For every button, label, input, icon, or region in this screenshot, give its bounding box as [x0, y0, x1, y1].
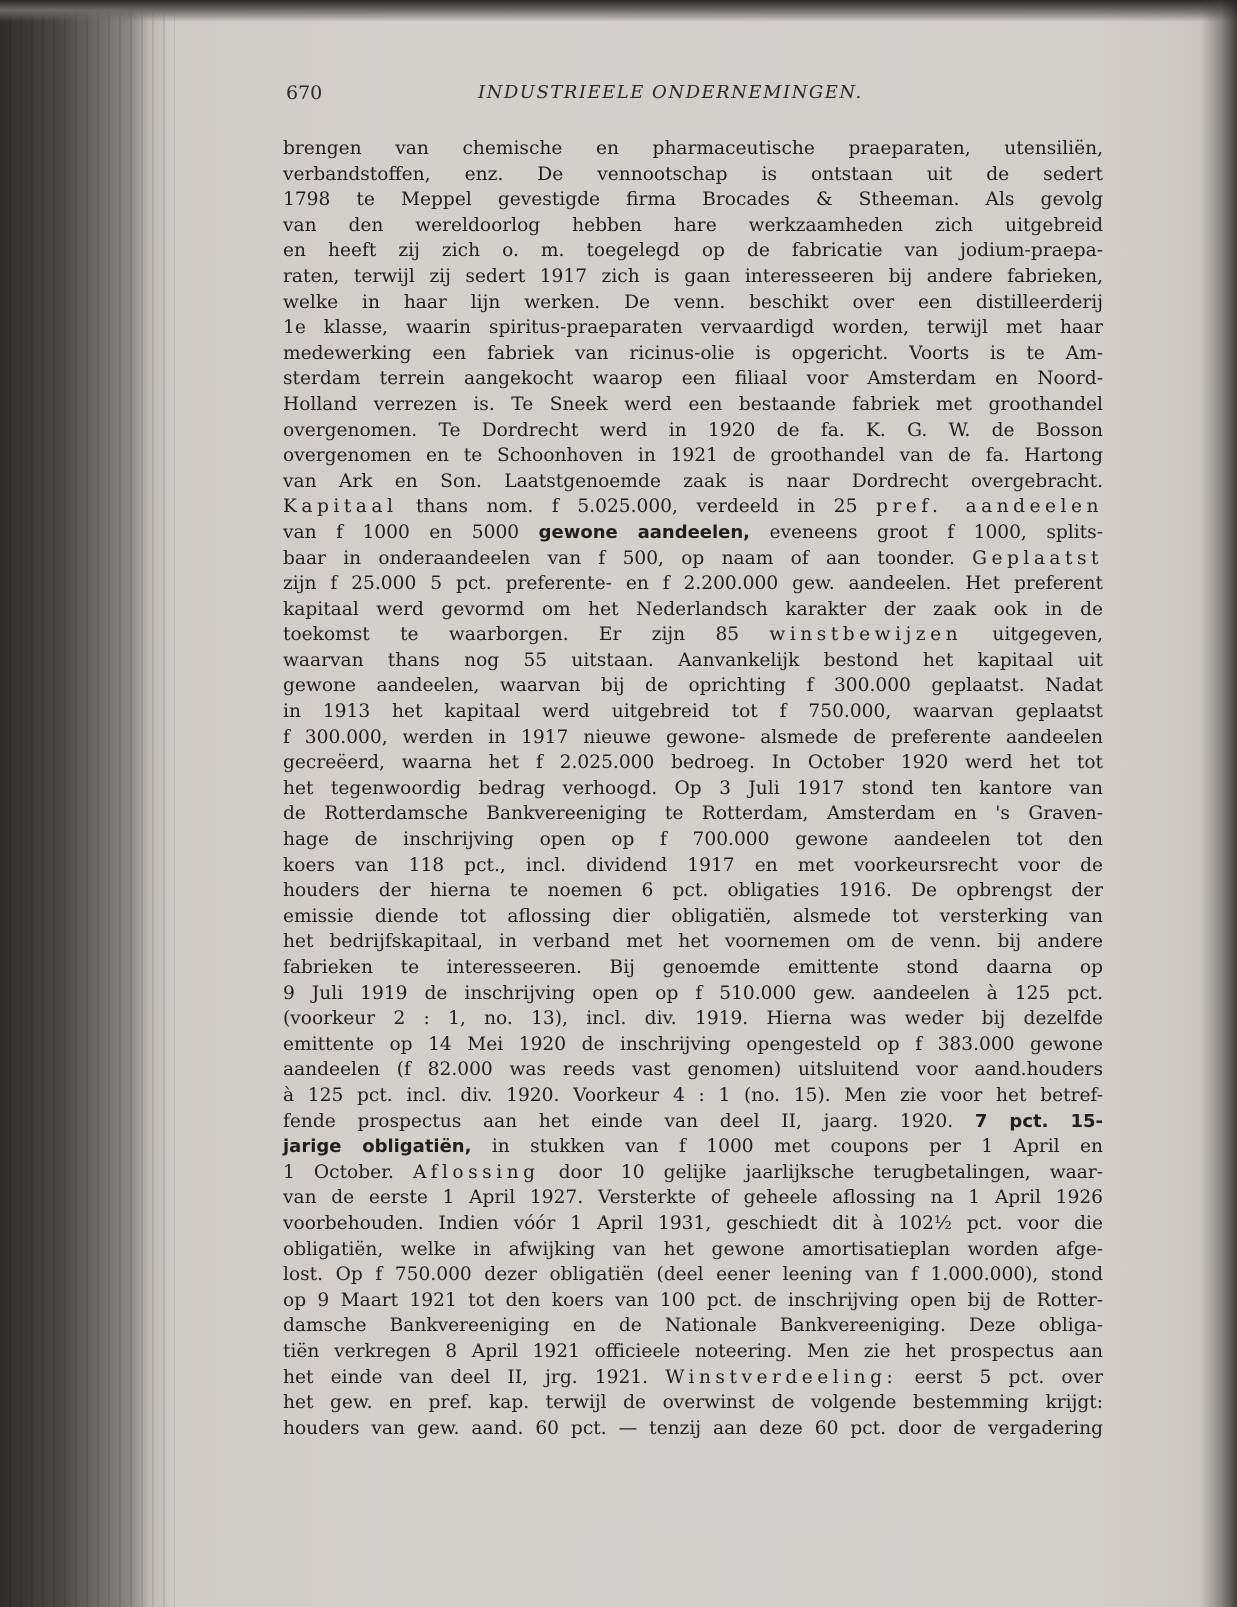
text-line — [283, 392, 1103, 418]
body-text — [283, 136, 1103, 1441]
spaced-emphasis-text: Aflossing — [412, 1161, 540, 1183]
line-text: het gew. en pref. kap. terwijl de overwinst de volgende bestemming krijgt: — [283, 1392, 1103, 1414]
text-line — [283, 213, 1103, 239]
line-text: zijn f 25.000 5 pct. preferente- en f 2.200.000 gew. aandeelen. Het preferent — [283, 573, 1103, 595]
running-head — [282, 80, 942, 110]
line-text: baar in onderaandeelen van f 500, op naam of aan toonder. — [283, 547, 973, 569]
line-text: het tegenwoordig bedrag verhoogd. Op 3 Juli 1917 stond ten kantore van — [283, 777, 1103, 799]
text-line — [283, 1185, 1103, 1211]
text-line — [283, 1134, 1103, 1160]
spaced-emphasis-text: Winstverdeeling: — [665, 1366, 898, 1388]
line-text: uitgegeven, — [962, 624, 1103, 646]
line-text: houders van gew. aand. 60 pct. — tenzij aan deze 60 pct. door de vergadering — [283, 1417, 1103, 1439]
stacked-page-edges — [0, 0, 175, 1607]
line-text: en heeft zij zich o. m. toegelegd op de fabricatie van jodium-praepa- — [283, 240, 1103, 262]
text-line — [283, 1313, 1103, 1339]
line-text: toekomst te waarborgen. Er zijn 85 — [283, 624, 770, 646]
text-line — [283, 366, 1103, 392]
line-text: fende prospectus aan het einde van deel II, jaarg. 1920. — [283, 1110, 975, 1132]
line-text: brengen van chemische en pharmaceutische praeparaten, utensiliën, — [283, 138, 1103, 159]
text-line — [283, 238, 1103, 264]
line-text: verbandstoffen, enz. De vennootschap is ontstaan uit de sedert — [283, 163, 1103, 185]
text-line — [283, 622, 1103, 648]
line-text: 1e klasse, waarin spiritus-praeparaten vervaardigd worden, terwijl met haar — [283, 317, 1103, 339]
line-text: fabrieken te interesseeren. Bij genoemde emittente stond daarna op — [283, 957, 1103, 978]
line-text: de Rotterdamsche Bankvereeniging te Rotterdam, Amsterdam en 's Graven- — [283, 803, 1103, 825]
line-text: gecreëerd, waarna het f 2.025.000 bedroeg. In October 1920 werd het tot — [283, 752, 1103, 774]
line-text: het einde van deel II, jrg. 1921. — [283, 1366, 666, 1388]
line-text: tiën verkregen 8 April 1921 officieele noteering. Men zie het prospectus aan — [283, 1340, 1103, 1362]
text-line — [283, 571, 1103, 597]
line-text: à 125 pct. incl. div. 1920. Voorkeur 4 : 1 (no. 15). Men zie voor het betref- — [283, 1084, 1103, 1106]
text-line — [283, 750, 1103, 776]
line-text: gewone aandeelen, waarvan bij de oprichting f 300.000 geplaatst. Nadat — [283, 675, 1103, 697]
text-line — [283, 341, 1103, 367]
line-text: het bedrijfskapitaal, in verband met het voornemen om de venn. bij andere — [283, 931, 1103, 953]
text-line — [283, 520, 1103, 546]
line-text: van Ark en Son. Laatstgenoemde zaak is naar Dordrecht overgebracht. — [283, 470, 1103, 492]
text-line — [283, 827, 1103, 853]
line-text: obligatiën, welke in afwijking van het gewone amortisatieplan worden afge- — [283, 1238, 1103, 1260]
text-line — [283, 1288, 1103, 1314]
text-line — [283, 955, 1103, 981]
text-line — [283, 1211, 1103, 1237]
line-text: raten, terwijl zij sedert 1917 zich is gaan interesseeren bij andere fabrieken, — [283, 265, 1103, 287]
text-line — [283, 1032, 1103, 1058]
text-line — [283, 1416, 1103, 1442]
bold-heading-text: gewone aandeelen, — [538, 521, 751, 543]
bold-heading-text: 7 pct. 15- — [974, 1110, 1103, 1132]
line-text: van de eerste 1 April 1927. Versterkte of geheele aflossing na 1 April 1926 — [283, 1187, 1103, 1209]
line-text: eveneens groot f 1000, splits- — [750, 521, 1103, 543]
text-line — [283, 162, 1103, 188]
line-text: koers van 118 pct., incl. dividend 1917 en met voorkeursrecht voor de — [283, 854, 1103, 876]
text-line — [283, 699, 1103, 725]
running-head-title: INDUSTRIEELE ONDERNEMINGEN. — [478, 82, 863, 103]
line-text: op 9 Maart 1921 tot den koers van 100 pct. de inschrijving open bij de Rotter- — [283, 1289, 1103, 1311]
line-text: van f 1000 en 5000 — [283, 521, 539, 543]
line-text: Holland verrezen is. Te Sneek werd een bestaande fabriek met groothandel — [283, 393, 1103, 415]
line-text: overgenomen en te Schoonhoven in 1921 de groothandel van de fa. Hartong — [283, 445, 1103, 467]
right-edge-shadow — [1201, 0, 1237, 1607]
line-text: kapitaal werd gevormd om het Nederlandsch karakter der zaak ook in de — [283, 598, 1103, 620]
line-text: sterdam terrein aangekocht waarop een filiaal voor Amsterdam en Noord- — [283, 368, 1103, 390]
line-text: in 1913 het kapitaal werd uitgebreid tot f 750.000, waarvan geplaatst — [283, 701, 1103, 723]
text-line — [283, 1109, 1103, 1135]
text-line — [283, 725, 1103, 751]
text-line — [283, 1262, 1103, 1288]
text-line — [283, 546, 1103, 572]
line-text: door 10 gelijke jaarlijksche terugbetalingen, waar- — [539, 1161, 1103, 1183]
line-text: 1798 te Meppel gevestigde firma Brocades & Stheeman. Als gevolg — [283, 189, 1103, 211]
text-line — [283, 187, 1103, 213]
line-text: emissie diende tot aflossing dier obligatiën, alsmede tot versterking van — [283, 905, 1103, 927]
text-line — [283, 801, 1103, 827]
line-text: hage de inschrijving open op f 700.000 gewone aandeelen tot den — [283, 829, 1103, 851]
line-text: emittente op 14 Mei 1920 de inschrijving opengesteld op f 383.000 gewone — [283, 1033, 1103, 1055]
text-line — [283, 1057, 1103, 1083]
line-text: waarvan thans nog 55 uitstaan. Aanvankelijk bestond het kapitaal uit — [283, 649, 1103, 671]
line-text: thans nom. f 5.025.000, verdeeld in 25 — [397, 496, 876, 518]
text-line — [283, 776, 1103, 802]
line-text: lost. Op f 750.000 dezer obligatiën (deel eener leening van f 1.000.000), stond — [283, 1264, 1103, 1286]
line-text: medewerking een fabriek van ricinus-olie is opgericht. Voorts is te Am- — [283, 342, 1103, 364]
text-line — [283, 1006, 1103, 1032]
text-line — [283, 597, 1103, 623]
text-line — [283, 469, 1103, 495]
text-line — [283, 136, 1103, 162]
text-line — [283, 494, 1103, 520]
text-line — [283, 264, 1103, 290]
line-text: in stukken van f 1000 met coupons per 1 April en — [471, 1136, 1103, 1158]
text-line — [283, 418, 1103, 444]
bold-heading-text: jarige obligatiën, — [283, 1136, 472, 1158]
text-line — [283, 904, 1103, 930]
text-line — [283, 1083, 1103, 1109]
text-line — [283, 315, 1103, 341]
text-line — [283, 1390, 1103, 1416]
line-text: (voorkeur 2 : 1, no. 13), incl. div. 1919. Hierna was weder bij dezelfde — [283, 1008, 1103, 1030]
spaced-emphasis-text: winstbewijzen — [769, 624, 963, 646]
text-line — [283, 929, 1103, 955]
line-text: damsche Bankvereeniging en de Nationale Bankvereeniging. Deze obliga- — [283, 1315, 1103, 1337]
line-text: houders der hierna te noemen 6 pct. obligaties 1916. De opbrengst der — [283, 880, 1103, 902]
text-line — [283, 1365, 1103, 1391]
text-line — [283, 290, 1103, 316]
text-line — [283, 1237, 1103, 1263]
text-line — [283, 981, 1103, 1007]
line-text: aandeelen (f 82.000 was reeds vast genomen) uitsluitend voor aand.houders — [283, 1059, 1103, 1081]
spaced-emphasis-text: Geplaatst — [972, 547, 1103, 569]
line-text: van den wereldoorlog hebben hare werkzaamheden zich uitgebreid — [283, 214, 1103, 236]
text-line — [283, 878, 1103, 904]
text-line — [283, 443, 1103, 469]
text-line — [283, 648, 1103, 674]
page-number: 670 — [286, 82, 323, 104]
top-edge-shadow — [0, 0, 1237, 22]
line-text: f 300.000, werden in 1917 nieuwe gewone- alsmede de preferente aandeelen — [283, 726, 1103, 748]
spaced-emphasis-text: pref. aandeelen — [876, 496, 1103, 518]
text-line — [283, 1160, 1103, 1186]
text-line — [283, 1339, 1103, 1365]
line-text: 9 Juli 1919 de inschrijving open op f 510.000 gew. aandeelen à 125 pct. — [283, 982, 1103, 1004]
text-line — [283, 853, 1103, 879]
line-text: 1 October. — [283, 1161, 413, 1183]
line-text: eerst 5 pct. over — [897, 1366, 1104, 1388]
line-text: welke in haar lijn werken. De venn. beschikt over een distilleerderij — [283, 291, 1103, 313]
line-text: overgenomen. Te Dordrecht werd in 1920 de fa. K. G. W. de Bosson — [283, 419, 1103, 441]
line-text: voorbehouden. Indien vóór 1 April 1931, geschiedt dit à 102½ pct. voor die — [283, 1212, 1103, 1234]
spaced-emphasis-text: Kapitaal — [283, 496, 398, 518]
text-line — [283, 673, 1103, 699]
